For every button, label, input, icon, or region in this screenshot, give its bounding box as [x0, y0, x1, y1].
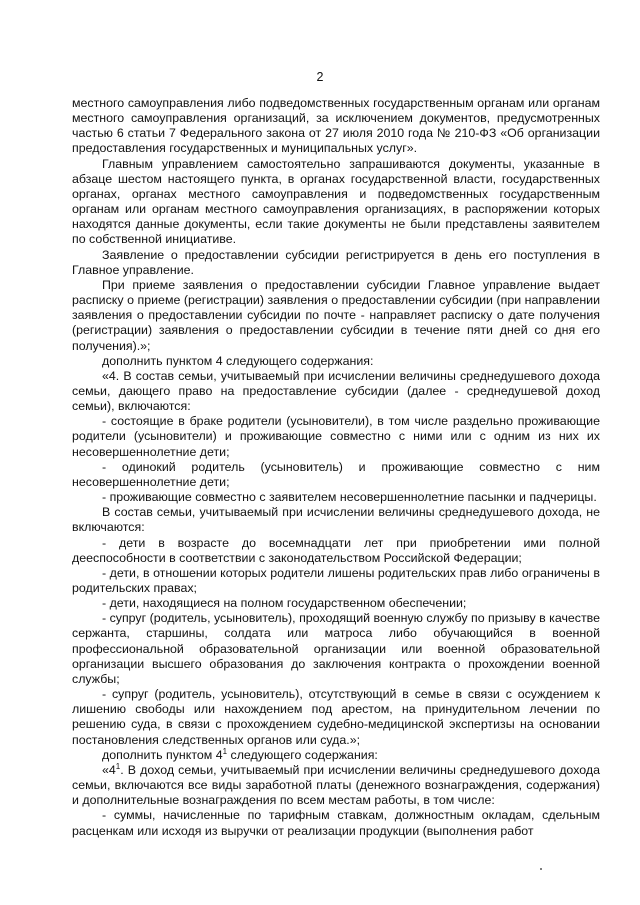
- page-number: 2: [316, 70, 324, 84]
- paragraph: При приеме заявления о предоставлении субсидии Главное управление выдает расписку о приеме (регистрации) заявления о предоставлении субсидии (при направлении заявления о предоставлении субсидии по почте - направляет расписку о дате получения (регистрации) заявления о предоставлении субсидии в течение пяти дней со дня его получения).»;: [72, 277, 600, 353]
- superscript: 1: [115, 761, 121, 771]
- list-item: - дети в возрасте до восемнадцати лет при приобретении ими полной дееспособности в соответствии с законодательством Российской Федерации;: [72, 535, 600, 565]
- list-item: - состоящие в браке родители (усыновители), в том числе раздельно проживающие родители (усыновители) и проживающие совместно с ними или с одним из них их несовершеннолетние дети;: [72, 414, 600, 459]
- document-body: [72, 96, 600, 839]
- list-item: - супруг (родитель, усыновитель), отсутствующий в семье в связи с осуждением к лишению свободы или нахождением под арестом, на принудительном лечении по решению суда, в связи с прохождением судебно-медицинской экспертизы на основании постановления следственных органов или суда.»;: [72, 687, 600, 747]
- add-item-suffix: следующего содержания:: [227, 747, 378, 762]
- list-item: - дети, в отношении которых родители лишены родительских прав либо ограничены в родительских правах;: [72, 565, 600, 595]
- list-item: - одинокий родитель (усыновитель) и проживающие совместно с ним несовершеннолетние дети;: [72, 459, 600, 489]
- scan-dot: [540, 868, 542, 870]
- paragraph-add-item-4-1: [72, 748, 600, 763]
- paragraph-item-4-1: [72, 763, 600, 808]
- list-item: - суммы, начисленные по тарифным ставкам, должностным окладам, сдельным расценкам или исходя из выручки от реализации продукции (выполнения работ: [72, 808, 600, 838]
- list-item: - проживающие совместно с заявителем несовершеннолетние пасынки и падчерицы.: [102, 490, 597, 505]
- paragraph: В состав семьи, учитываемый при исчислении величины среднедушевого дохода, не включаются:: [72, 505, 600, 535]
- list-item: - супруг (родитель, усыновитель), проходящий военную службу по призыву в качестве сержанта, старшины, солдата или матроса либо обучающийся в военной профессиональной образовательной организации или военной образовательной организации высшего образования до заключения контракта о прохождении военной службы;: [72, 611, 600, 686]
- paragraph: Главным управлением самостоятельно запрашиваются документы, указанные в абзаце шестом настоящего пункта, в органах государственной власти, государственных органах, органах местного самоуправления и подведомственных государственным органам или органам местного самоуправления организациях, в распоряжении которых находятся данные документы, если такие документы не были представлены заявителем по собственной инициативе.: [72, 156, 600, 247]
- add-item-prefix: дополнить пунктом 4: [102, 747, 223, 762]
- paragraph: дополнить пунктом 4 следующего содержания:: [102, 353, 374, 368]
- paragraph: Заявление о предоставлении субсидии регистрируется в день его поступления в Главное управление.: [72, 247, 600, 277]
- paragraph: местного самоуправления либо подведомственных государственным органам или органам местного самоуправления организаций, за исключением документов, предусмотренных частью 6 статьи 7 Федерального закона от 27 июля 2010 года № 210-ФЗ «Об организации предоставления государственных и муниципальных услуг».: [72, 96, 600, 156]
- list-item: - дети, находящиеся на полном государственном обеспечении;: [102, 596, 467, 611]
- paragraph: «4. В состав семьи, учитываемый при исчислении величины среднедушевого дохода семьи, дающего право на предоставление субсидии (далее - среднедушевой доход семьи), включаются:: [72, 368, 600, 414]
- superscript: 1: [222, 746, 228, 756]
- item41-text: . В доход семьи, учитываемый при исчислении величины среднедушевого дохода семьи, включаются все виды заработной платы (денежного вознаграждения, содержания) и дополнительные вознаграждения по всем местам работы, в том числе:: [72, 762, 600, 808]
- item41-prefix: «4: [102, 762, 116, 777]
